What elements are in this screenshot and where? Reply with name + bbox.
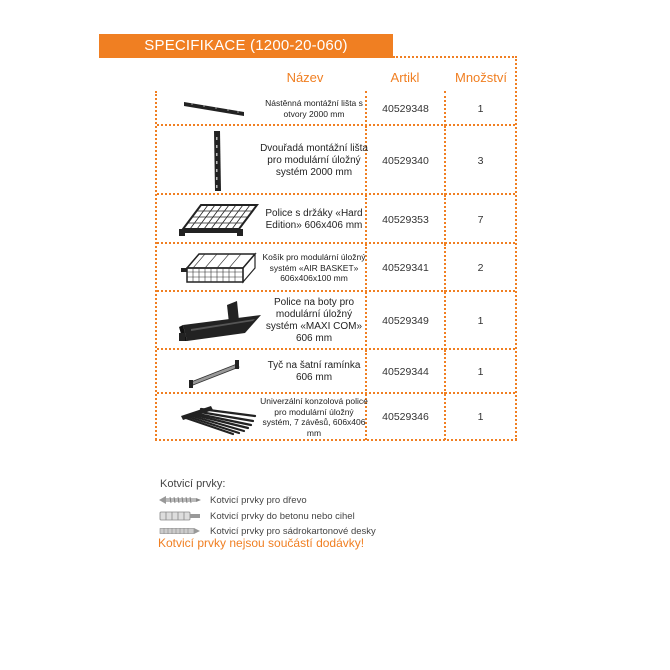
item-name: Nástěnná montážní lišta s otvory 2000 mm — [265, 98, 363, 119]
shoe-shelf-icon — [167, 292, 267, 350]
table-row — [157, 244, 515, 292]
fixing-wood — [158, 493, 307, 507]
item-article: 40529346 — [382, 411, 429, 423]
fixing-label: Kotvicí prvky do betonu nebo cihel — [210, 510, 355, 522]
wire-basket-icon — [167, 244, 267, 292]
table-row — [157, 350, 515, 394]
frame-right-border — [515, 56, 517, 440]
item-article: 40529349 — [382, 315, 429, 327]
concrete-anchor-icon — [158, 510, 202, 522]
item-name: Univerzální konzolová police pro modulární úložný systém, 7 závěsů, 606x406 mm — [260, 396, 368, 438]
table-row — [157, 394, 515, 440]
trouser-rack-icon — [167, 394, 267, 440]
item-quantity: 1 — [477, 366, 484, 378]
double-rail-icon — [167, 126, 267, 195]
item-quantity: 3 — [477, 154, 484, 167]
header-quantity: Množství — [454, 70, 507, 85]
header-name: Název — [286, 70, 324, 85]
item-article: 40529348 — [382, 102, 429, 115]
table-row — [157, 292, 515, 350]
item-article: 40529341 — [382, 262, 429, 274]
fixings-title: Kotvicí prvky: — [160, 478, 226, 490]
drywall-anchor-icon — [158, 526, 202, 536]
item-article: 40529353 — [382, 213, 429, 226]
frame-top-border — [393, 56, 517, 58]
item-name: Dvouřadá montážní lišta pro modulární úložný systém 2000 mm — [260, 142, 368, 178]
header-article: Artikl — [390, 70, 420, 85]
spec-title: SPECIFIKACE (1200-20-060) — [99, 34, 393, 58]
item-quantity: 1 — [477, 315, 484, 327]
item-quantity: 1 — [477, 411, 484, 423]
item-quantity: 2 — [477, 262, 484, 274]
item-quantity: 7 — [477, 213, 484, 226]
item-article: 40529340 — [382, 154, 429, 167]
fixing-label: Kotvicí prvky pro dřevo — [210, 494, 307, 506]
item-article: 40529344 — [382, 366, 429, 378]
item-quantity: 1 — [477, 102, 484, 115]
item-name: Košík pro modulární úložný systém «AIR BASKET» 606x406x100 mm — [262, 252, 366, 284]
table-row — [157, 91, 515, 126]
wall-rail-icon — [167, 91, 267, 126]
item-name: Tyč na šatní ramínka 606 mm — [267, 360, 361, 383]
fixing-label: Kotvicí prvky pro sádrokartonové desky — [210, 525, 376, 537]
item-name: Police s držáky «Hard Edition» 606x406 mm — [265, 207, 363, 231]
hanger-rod-icon — [167, 350, 267, 394]
table-row — [157, 195, 515, 244]
fixings-warning: Kotvicí prvky nejsou součástí dodávky! — [158, 536, 365, 550]
table-row — [157, 126, 515, 195]
wood-screw-icon — [158, 495, 202, 505]
fixing-concrete — [158, 509, 355, 523]
wire-shelf-icon — [167, 195, 267, 244]
item-name: Police na boty pro modulární úložný systém «MAXI COM» 606 mm — [265, 297, 363, 344]
